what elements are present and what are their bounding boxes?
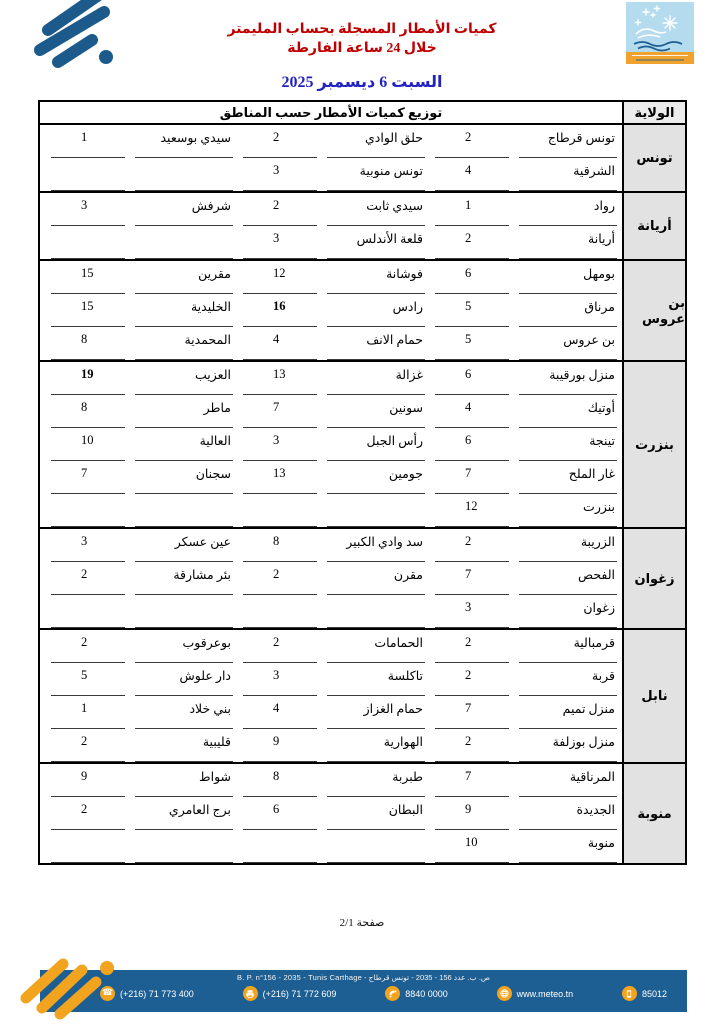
table-row [40,663,622,696]
table-row [40,362,622,395]
wilaya-group [40,125,685,193]
table-row [40,764,622,797]
report-title-line1: كميات الأمطار المسجلة بحساب المليمتر [227,22,497,37]
region-name-cell: برج العامري [135,797,233,830]
rainfall-value-cell [243,830,317,863]
table-row [40,428,622,461]
rainfall-value-cell: 2 [435,729,509,762]
rainfall-value-cell: 8 [243,764,317,797]
region-name-cell [327,830,425,863]
region-name-cell: منوبة [519,830,617,863]
table-row [40,630,622,663]
table-row [40,461,622,494]
rainfall-value-cell: 7 [243,395,317,428]
rainfall-value-cell: 9 [243,729,317,762]
rainfall-value-cell: 5 [51,663,125,696]
table-header-row [40,102,685,125]
rainfall-value-cell: 3 [435,595,509,628]
table-row [40,729,622,762]
wilaya-name-cell: بن عروس [622,261,685,360]
region-name-cell: قرمبالية [519,630,617,663]
region-name-cell: دار علوش [135,663,233,696]
wilaya-name-cell: نابل [622,630,685,762]
rainfall-value-cell: 5 [435,327,509,360]
rainfall-value-cell: 2 [243,125,317,158]
rainfall-value-cell: 9 [51,764,125,797]
region-name-cell: المرناقية [519,764,617,797]
rainfall-value-cell: 6 [243,797,317,830]
rainfall-value-cell: 2 [435,529,509,562]
report-title-block [0,20,724,92]
contact-value: 8840 0000 [405,988,448,999]
wilaya-group [40,630,685,764]
region-name-cell: تينجة [519,428,617,461]
wilaya-group [40,764,685,863]
rainfall-value-cell: 15 [51,261,125,294]
region-name-cell: تاكلسة [327,663,425,696]
region-name-cell: سيدي ثابت [327,193,425,226]
contact-item [385,986,448,1001]
table-row [40,261,622,294]
rainfall-value-cell [51,226,125,259]
region-name-cell: سونين [327,395,425,428]
rainfall-value-cell: 2 [51,729,125,762]
table-row [40,595,622,628]
region-name-cell: الخليدية [135,294,233,327]
contact-value: 85012 [641,988,667,999]
region-name-cell: رادس [327,294,425,327]
rainfall-value-cell: 2 [435,125,509,158]
rainfall-value-cell: 3 [243,428,317,461]
region-name-cell: الزريبة [519,529,617,562]
wilaya-group [40,529,685,630]
group-rows [40,764,622,863]
region-name-cell: عين عسكر [135,529,233,562]
region-name-cell: فوشانة [327,261,425,294]
rainfall-value-cell: 7 [435,562,509,595]
table-row [40,158,622,191]
rainfall-value-cell: 1 [51,696,125,729]
group-rows [40,193,622,259]
region-name-cell: المحمدية [135,327,233,360]
region-name-cell: العزيب [135,362,233,395]
rainfall-value-cell: 4 [435,158,509,191]
region-name-cell: بوعرقوب [135,630,233,663]
rainfall-value-cell: 8 [243,529,317,562]
rainfall-value-cell: 12 [243,261,317,294]
rainfall-value-cell: 3 [243,663,317,696]
wilaya-name-cell: بنزرت [622,362,685,527]
region-name-cell: مقرن [327,562,425,595]
region-name-cell [135,494,233,527]
fax-icon [243,986,258,1001]
contact-value: (+216) 71 773 400 [120,988,194,999]
group-rows [40,630,622,762]
rainfall-value-cell: 6 [435,362,509,395]
wilaya-name-cell: تونس [622,125,685,191]
region-name-cell: سجنان [135,461,233,494]
telephone-icon: ☎ [100,986,115,1001]
region-name-cell: جومين [327,461,425,494]
region-name-cell: مرناق [519,294,617,327]
rainfall-value-cell: 3 [51,529,125,562]
region-name-cell [135,595,233,628]
rainfall-value-cell: 6 [435,261,509,294]
contact-value: (+216) 71 772 609 [262,988,337,999]
region-name-cell: شواط [135,764,233,797]
rainfall-value-cell: 4 [243,696,317,729]
region-name-cell [135,830,233,863]
region-name-cell: قليبية [135,729,233,762]
rainfall-value-cell: 2 [51,797,125,830]
contact-item [243,986,337,1001]
region-name-cell: سيدي بوسعيد [135,125,233,158]
rainfall-value-cell: 9 [435,797,509,830]
wilaya-column-header: الولاية [622,102,685,123]
region-name-cell [135,158,233,191]
wilaya-group [40,193,685,261]
region-name-cell: منزل بورقيبة [519,362,617,395]
page-number: صفحة 2/1 [339,917,385,929]
wilaya-group [40,261,685,362]
table-row [40,193,622,226]
rainfall-table [38,100,687,865]
region-name-cell: شرفش [135,193,233,226]
region-name-cell: تونس منوبية [327,158,425,191]
handset-icon [385,986,400,1001]
rainfall-value-cell: 7 [435,696,509,729]
region-name-cell: الهوارية [327,729,425,762]
rainfall-value-cell [51,158,125,191]
rainfall-value-cell: 8 [51,395,125,428]
region-name-cell: رواد [519,193,617,226]
rainfall-value-cell: 3 [51,193,125,226]
region-name-cell [327,595,425,628]
report-date: السبت 6 ديسمبر 2025 [281,74,443,91]
wilaya-group [40,362,685,529]
region-name-cell: زغوان [519,595,617,628]
region-name-cell: سد وادي الكبير [327,529,425,562]
region-name-cell: غزالة [327,362,425,395]
contact-item [497,986,574,1001]
rainfall-value-cell: 13 [243,362,317,395]
rainfall-value-cell: 4 [435,395,509,428]
region-name-cell: الجديدة [519,797,617,830]
rainfall-value-cell: 2 [435,226,509,259]
region-name-cell: منزل تميم [519,696,617,729]
region-name-cell: قلعة الأندلس [327,226,425,259]
rainfall-value-cell: 1 [435,193,509,226]
region-name-cell: طبربة [327,764,425,797]
region-name-cell: الشرقية [519,158,617,191]
rainfall-value-cell: 2 [435,663,509,696]
contact-value: www.meteo.tn [516,988,574,999]
region-name-cell [135,226,233,259]
distribution-column-header: توزيع كميات الأمطار حسب المناطق [40,102,622,123]
region-name-cell: حمام الغزاز [327,696,425,729]
footer-contacts [40,982,687,1001]
region-name-cell: الحمامات [327,630,425,663]
group-rows [40,529,622,628]
region-name-cell: مقرين [135,261,233,294]
rainfall-value-cell: 16 [243,294,317,327]
rainfall-value-cell: 10 [51,428,125,461]
rainfall-value-cell: 3 [243,158,317,191]
region-name-cell: بئر مشارقة [135,562,233,595]
region-name-cell: أوتيك [519,395,617,428]
table-row [40,562,622,595]
table-row [40,125,622,158]
table-row [40,226,622,259]
region-name-cell: البطان [327,797,425,830]
rainfall-value-cell: 7 [435,461,509,494]
region-name-cell: قربة [519,663,617,696]
region-name-cell: حمام الانف [327,327,425,360]
rainfall-value-cell: 6 [435,428,509,461]
table-row [40,494,622,527]
report-title-line2: خلال 24 ساعة الفارطة [287,41,437,56]
table-row [40,529,622,562]
region-name-cell: بن عروس [519,327,617,360]
table-body [40,125,685,863]
table-row [40,294,622,327]
rainfall-value-cell [51,494,125,527]
table-row [40,830,622,863]
rainfall-value-cell [51,830,125,863]
region-name-cell: غار الملح [519,461,617,494]
region-name-cell: بومهل [519,261,617,294]
rainfall-value-cell: 3 [243,226,317,259]
region-name-cell: أريانة [519,226,617,259]
rainfall-value-cell: 2 [51,630,125,663]
group-rows [40,362,622,527]
rainfall-value-cell: 2 [243,193,317,226]
footer-address: ص. ب. عدد 156 - 2035 - تونس قرطاج - B. P. n°156 - 2035 - Tunis Carthage [237,973,490,982]
wilaya-name-cell: أريانة [622,193,685,259]
table-row [40,327,622,360]
footer-band [40,970,687,1012]
rainfall-value-cell: 13 [243,461,317,494]
region-name-cell: حلق الوادي [327,125,425,158]
rainfall-value-cell: 8 [51,327,125,360]
table-row [40,797,622,830]
rainfall-value-cell: 2 [51,562,125,595]
region-name-cell: الفحص [519,562,617,595]
contact-item [622,986,667,1001]
rainfall-value-cell: 2 [435,630,509,663]
rainfall-value-cell: 12 [435,494,509,527]
rainfall-value-cell [51,595,125,628]
sms-icon [622,986,637,1001]
region-name-cell: ماطر [135,395,233,428]
rainfall-value-cell [243,494,317,527]
group-rows [40,261,622,360]
region-name-cell: منزل بوزلفة [519,729,617,762]
region-name-cell: بني خلاد [135,696,233,729]
rainfall-value-cell: 4 [243,327,317,360]
region-name-cell: العالية [135,428,233,461]
rainfall-value-cell: 2 [243,630,317,663]
region-name-cell: رأس الجبل [327,428,425,461]
rainfall-value-cell: 10 [435,830,509,863]
globe-icon [497,986,512,1001]
rainfall-value-cell: 19 [51,362,125,395]
table-row [40,395,622,428]
region-name-cell: تونس قرطاج [519,125,617,158]
rainfall-value-cell: 1 [51,125,125,158]
table-row [40,696,622,729]
wilaya-name-cell: زغوان [622,529,685,628]
rainfall-value-cell: 2 [243,562,317,595]
region-name-cell [327,494,425,527]
rainfall-value-cell: 7 [435,764,509,797]
footer-stripes-decoration [8,950,133,1020]
region-name-cell: بنزرت [519,494,617,527]
wilaya-name-cell: منوبة [622,764,685,863]
rainfall-value-cell: 5 [435,294,509,327]
group-rows [40,125,622,191]
rainfall-value-cell: 7 [51,461,125,494]
rainfall-value-cell [243,595,317,628]
rainfall-value-cell: 15 [51,294,125,327]
